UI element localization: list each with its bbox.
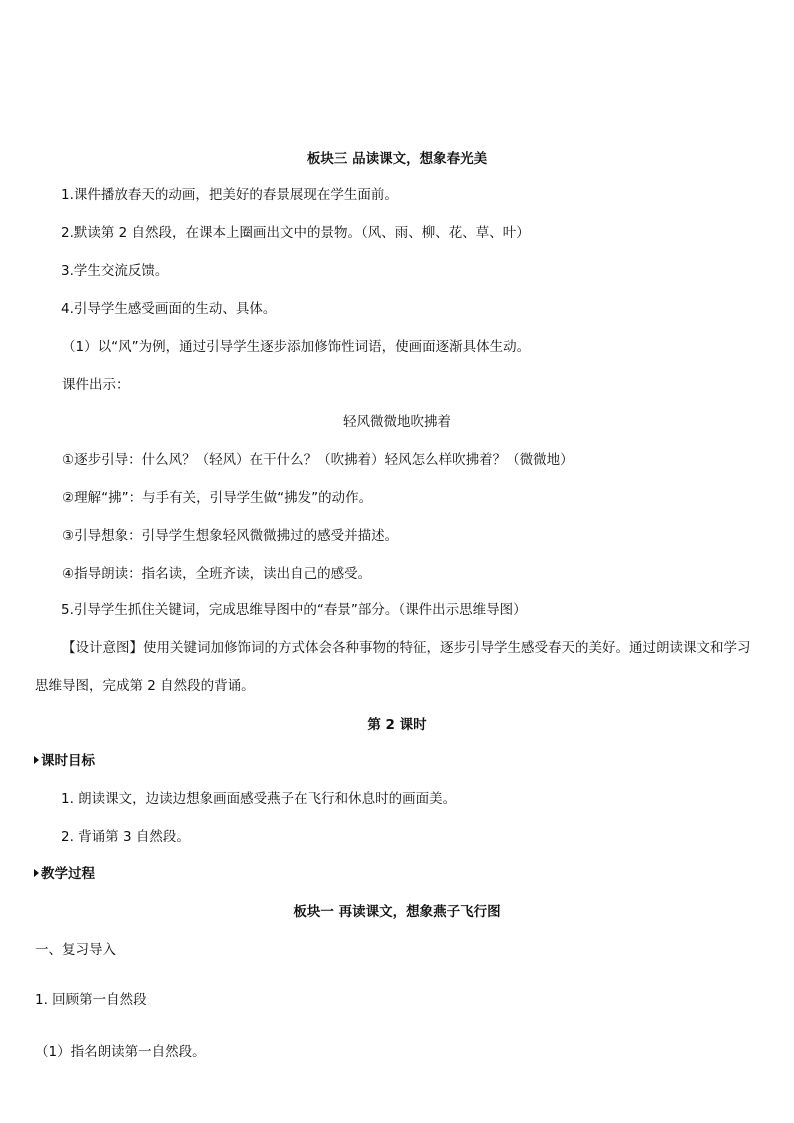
design-intent-paragraph: 【设计意图】使用关键词加修饰词的方式体会各种事物的特征，逐步引导学生感受春天的美好。通过朗读课文和学习思维导图，完成第 2 自然段的背诵。 bbox=[35, 640, 751, 694]
triangle-bullet-icon bbox=[34, 869, 39, 877]
review-heading: 一、复习导入 bbox=[35, 942, 116, 958]
review-item-1: 1. 回顾第一自然段 bbox=[35, 992, 147, 1008]
review-sub-item-1: （1）指名朗读第一自然段。 bbox=[35, 1044, 206, 1060]
process-heading bbox=[34, 865, 95, 883]
courseware-label: 课件出示： bbox=[62, 377, 130, 393]
step-1: 1.课件播放春天的动画，把美好的春景展现在学生面前。 bbox=[61, 187, 398, 203]
section-heading-block1: 板块一 再读课文，想象燕子飞行图 bbox=[293, 904, 501, 920]
triangle-bullet-icon bbox=[34, 756, 39, 764]
lesson-title: 第 2 课时 bbox=[367, 717, 427, 733]
objectives-heading bbox=[34, 752, 95, 770]
circled-item-4: ④指导朗读：指名读，全班齐读，读出自己的感受。 bbox=[62, 566, 372, 582]
courseware-phrase: 轻风微微地吹拂着 bbox=[343, 414, 451, 430]
step-3: 3.学生交流反馈。 bbox=[61, 263, 169, 279]
sub-step-1: （1）以“风”为例，通过引导学生逐步添加修饰性词语，使画面逐渐具体生动。 bbox=[62, 339, 531, 355]
objective-2: 2. 背诵第 3 自然段。 bbox=[61, 829, 190, 845]
step-2: 2.默读第 2 自然段，在课本上圈画出文中的景物。（风、雨、柳、花、草、叶） bbox=[61, 225, 530, 241]
circled-item-2: ②理解“拂”：与手有关，引导学生做“拂发”的动作。 bbox=[62, 490, 373, 506]
step-4: 4.引导学生感受画面的生动、具体。 bbox=[61, 301, 277, 317]
process-heading-label: 教学过程 bbox=[41, 866, 95, 882]
section-heading-block3: 板块三 品读课文，想象春光美 bbox=[306, 151, 488, 167]
circled-item-1: ①逐步引导：什么风？（轻风）在干什么？（吹拂着）轻风怎么样吹拂着？（微微地） bbox=[62, 452, 574, 468]
step-5: 5.引导学生抓住关键词，完成思维导图中的“春景”部分。（课件出示思维导图） bbox=[61, 602, 527, 618]
circled-item-3: ③引导想象：引导学生想象轻风微微拂过的感受并描述。 bbox=[62, 528, 399, 544]
objective-1: 1. 朗读课文，边读边想象画面感受燕子在飞行和休息时的画面美。 bbox=[61, 791, 457, 807]
objectives-heading-label: 课时目标 bbox=[41, 753, 95, 769]
